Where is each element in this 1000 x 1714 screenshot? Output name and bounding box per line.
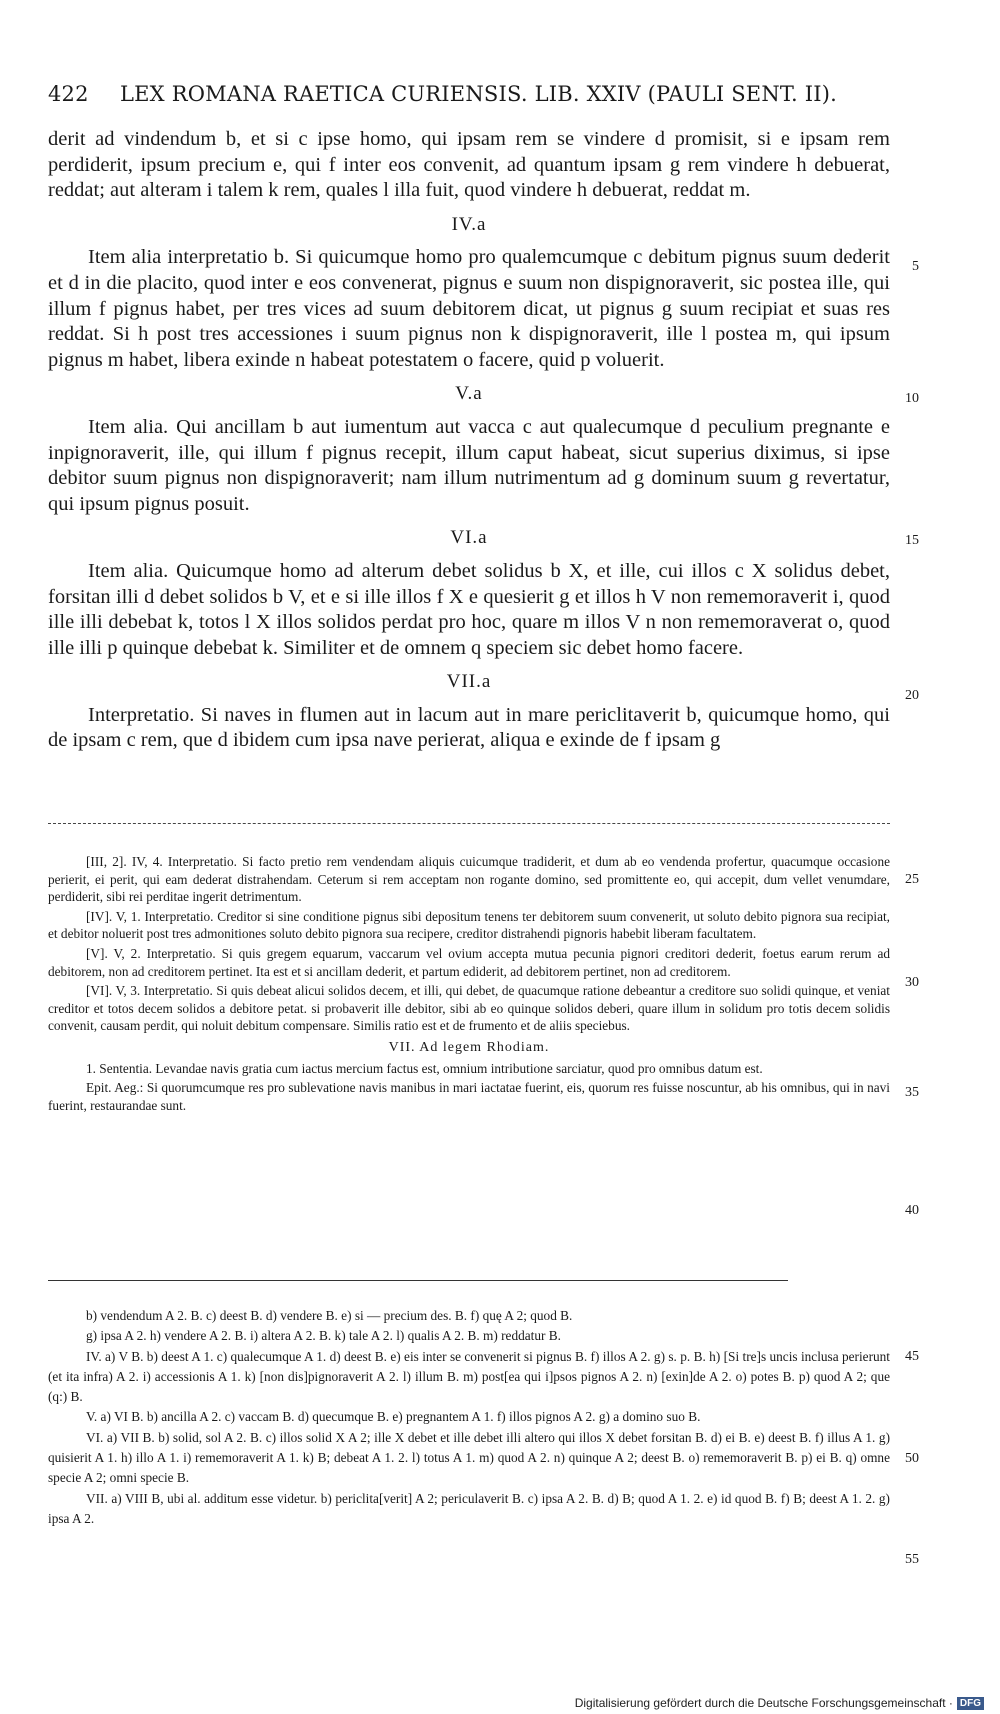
note-iv: [IV]. V, 1. Interpretatio. Creditor si sine conditione pignus sibi depositum tenens ter debitorem suum convenerit, ut soluto debito pignora sua recipiat, et debitor noluerit post tres admonitiones soluto debito pignora sua recipere, creditor distrahendi pignoris habebit liberam facultatem. (48, 908, 890, 942)
line-number: 15 (905, 533, 919, 548)
note-vi: [VI]. V, 3. Interpretatio. Si quis debeat alicui solidos decem, et illi, qui debet, de quacumque ratione debeantur a creditore suo solidi quinque, et veniat creditor et totos decem solidos a debitore petat. si probaverit ille debitor, sibi ab eo quinque solidos deberi, quare illum in solidum pro totis decem solidis convenit, causam perdit, qui noluit debitum compensare. Similis ratio est et de frumento et de aliis speciebus. (48, 983, 890, 1034)
section-heading-vii: VII.a (446, 671, 492, 693)
line-number: 35 (905, 1085, 919, 1100)
page-number: 422 (48, 82, 89, 106)
note-iii: [III, 2]. IV, 4. Interpretatio. Si facto pretio rem vendendam aliquis cuicumque tradiderit, et dum ab eo vendenda profertur, quacumque occasione perierit, ei perit, qui eam dederat distrahendam. Ceterum si rem acceptam non rogante domino, sed promittente eo, qui accepit, dum vellet venumdare, perdiderit, sibi rei perditae ingerit detrimentum. (48, 854, 890, 905)
line-number: 30 (905, 975, 919, 990)
paragraph-vi: Item alia. Quicumque homo ad alterum debet solidus b X, et ille, cui illos c X solidus debet, forsitan illi d debet solidos b V, et e si ille illos f X e quesierit g et illos h V non rememoraverit i, quod ille illi debebat k, totos l X illos solidos perdat pro hoc, quare m illos V n non rememoraverat o, quod ille illi p quinque debebat k. Similiter et de omnem q speciem sic debet homo facere. (48, 559, 890, 659)
section-heading-v: V.a (455, 383, 483, 405)
line-number: 25 (905, 872, 919, 887)
dfg-logo: DFG (957, 1697, 984, 1710)
line-number: 40 (905, 1203, 919, 1218)
digitization-footer (575, 1696, 984, 1710)
note-vii-sententia: 1. Sententia. Levandae navis gratia cum iactus mercium factus est, omnium intributione sarciatur, quod pro omnibus datum est. (86, 1060, 763, 1076)
apparatus-line: VI. a) VII B. b) solid, sol A 2. B. c) illos solid X A 2; ille X debet et ille debet illi altero qui illos X debet forsitan B. d) ei B. e) deest B. f) illus A 1. g) quisierit A 1. h) illo A 1. i) rememoraverit A 1. k) B; debeat A 1. 2. l) totus A 1. m) quod A 2. n) quinque A 2; deest B. o) rememoraverit B. p) ei B. q) omne specie A 2; omni specie B. (48, 1429, 890, 1486)
interpretation-notes (48, 853, 890, 1116)
paragraph-continued: derit ad vindendum b, et si c ipse homo, qui ipsam rem se vindere d promisit, si e ipsam rem perdiderit, ipsum precium e, qui f inter eos convenit, ad quantum ipsam g rem vindere h debuerat, reddat; aut alteram i talem k rem, quales l illa fuit, quod vindere h debuerat, reddat m. (48, 128, 890, 202)
line-number: 45 (905, 1349, 919, 1364)
line-number: 10 (905, 391, 919, 406)
footer-text: Digitalisierung gefördert durch die Deutsche Forschungsgemeinschaft · (574, 1696, 953, 1710)
line-number: 20 (905, 688, 919, 703)
running-head (48, 82, 908, 106)
line-number: 55 (905, 1552, 919, 1567)
line-number: 50 (905, 1451, 919, 1466)
apparatus-line: b) vendendum A 2. B. c) deest B. d) vendere B. e) si — precium des. B. f) quę A 2; quod B. (86, 1308, 573, 1323)
line-number: 5 (912, 259, 919, 274)
paragraph-vii: Interpretatio. Si naves in flumen aut in lacum aut in mare periclitaverit b, quicumque homo, qui de ipsam c rem, que d ibidem cum ipsa nave perierat, aliqua e exinde de f ipsam g (48, 703, 890, 752)
section-heading-iv: IV.a (451, 213, 487, 235)
separator-rule (48, 823, 890, 825)
section-heading-vi: VI.a (450, 527, 488, 549)
paragraph-iv: Item alia interpretatio b. Si quicumque homo pro qualemcumque c debitum pignus suum dederit et d in die placito, quod inter e eos convenerat, pignus e suum non dispignoraverit, sic postea ille, qui illum f pignus habet, per tres vices ad suum debitorem dicat, ut pignus g suum recipiat et suas res reddat. Si h post tres accessiones i suum pignus non k dispignoraverit, ille l postea m, qui ipsum pignus m habet, libera exinde n habeat potestatem o facere, quid p voluerit. (48, 246, 890, 371)
note-vii-title: VII. Ad legem Rhodiam. (388, 1039, 550, 1055)
main-text (48, 127, 890, 754)
apparatus-line: g) ipsa A 2. h) vendere A 2. B. i) altera A 2. B. k) tale A 2. l) qualis A 2. B. m) reddatur B. (86, 1328, 561, 1344)
apparatus-rule (48, 1280, 788, 1281)
page-title: LEX ROMANA RAETICA CURIENSIS. LIB. XXIV (PAULI SENT. II). (120, 82, 838, 106)
note-v: [V]. V, 2. Interpretatio. Si quis gregem equarum, vaccarum vel ovium accepta mutua pecunia pignori creditori dederit, foetus earum rerum ad debitorem, non ad creditorem pertinet. Ita est et si ancillam dederit, et partum ediderit, ad debitorem pertinet, non ad creditorem. (48, 945, 890, 979)
note-vii-epitome: Epit. Aeg.: Si quorumcumque res pro sublevatione navis manibus in mari iactatae fuerint, eis, quorum res fuisse noscuntur, ab his omnibus, qui in navi fuerint, restaurandae sunt. (48, 1080, 890, 1113)
apparatus-line: VII. a) VIII B, ubi al. additum esse videtur. b) periclita[verit] A 2; periculaverit B. c) ipsa A 2. B. d) B; quod A 1. 2. e) id quod B. f) B; deest A 1. 2. g) ipsa A 2. (48, 1490, 890, 1526)
critical-apparatus (48, 1306, 890, 1529)
apparatus-line: V. a) VI B. b) ancilla A 2. c) vaccam B. d) quecumque B. e) pregnantem A 1. f) illos pignos A 2. g) a domino suo B. (86, 1409, 701, 1425)
paragraph-v: Item alia. Qui ancillam b aut iumentum aut vacca c aut qualecumque d peculium pregnante e inpignoraverit, ille, qui illum f pignus recepit, illum caput habeat, sicut superius diximus, si ipse debitor suum pignus non dispignoraverit; nam illum nutrimentum ad g dominum suum g revertatur, qui ipsum pignus posuit. (48, 415, 890, 515)
apparatus-line: IV. a) V B. b) deest A 1. c) qualecumque A 1. d) deest B. e) eis inter se convenerit si pignus B. f) illos A 2. g) s. p. B. h) [Si tre]s uncis inclusa perierunt (et ita infra) A 2. i) accessionis A 1. k) [non dis]pignoraverit A 2. l) illum B. m) post[ea qui i]psos pignos A 2. n) [exin]de A 2. o) potes B. p) quod A 2; que (q:) B. (48, 1348, 890, 1405)
